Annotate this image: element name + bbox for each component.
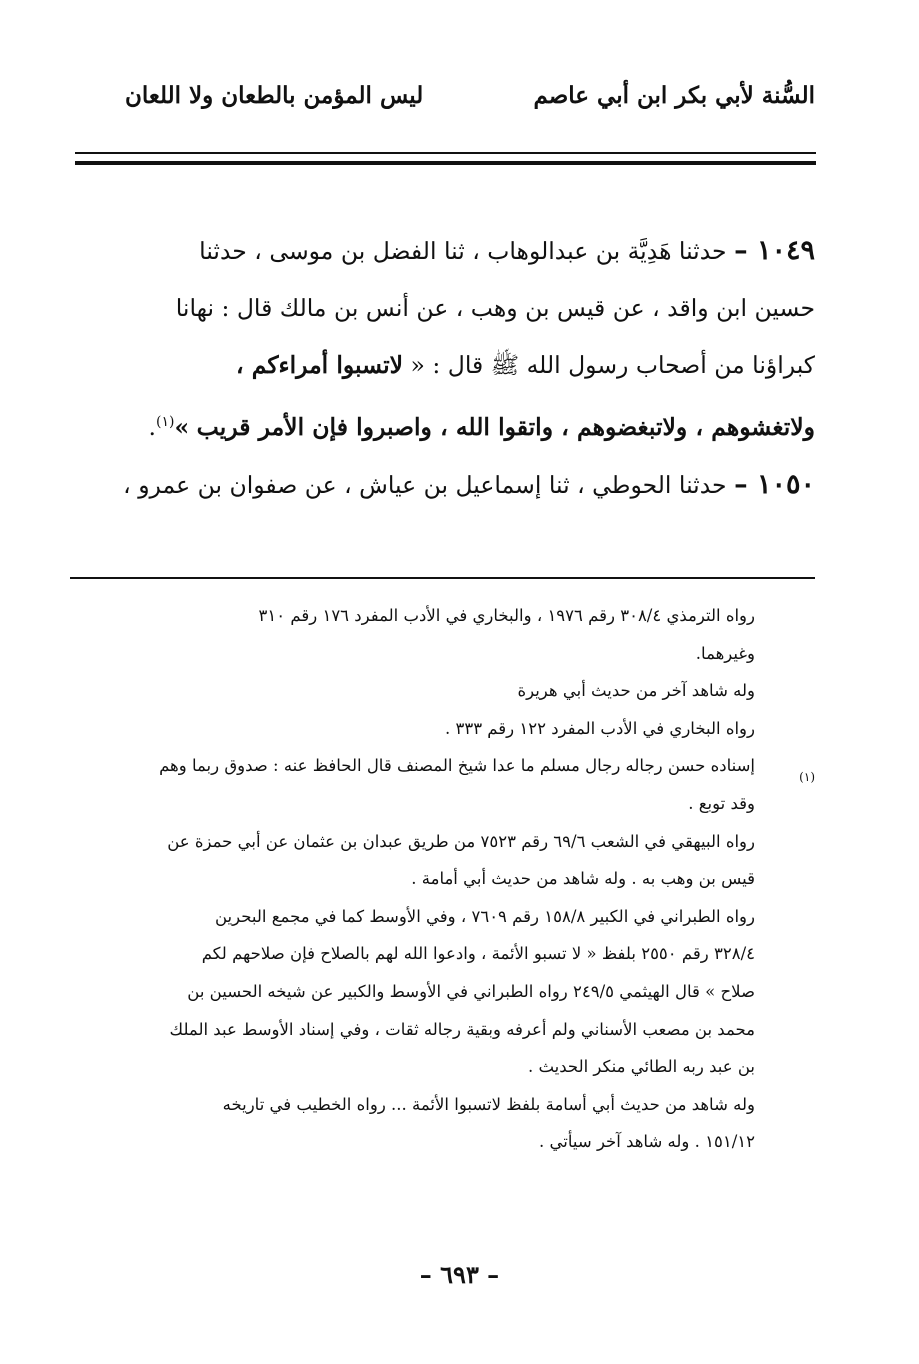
hadith-1049-line-1 (70, 222, 815, 280)
footnote-line: وله شاهد آخر من حديث أبي هريرة (517, 681, 755, 701)
footnote-line: رواه البيهقي في الشعب ٦٩/٦ رقم ٧٥٢٣ من طريق عبدان بن عثمان عن أبي حمزة عن (167, 831, 755, 851)
footnote-line: إسناده حسن رجاله رجال مسلم ما عدا شيخ المصنف قال الحافظ عنه : صدوق ربما وهم (159, 756, 755, 776)
hadith-number: ١٠٤٩ – (734, 235, 815, 266)
book-title: السُّنة لأبي بكر ابن أبي عاصم (533, 82, 815, 109)
hadith-1049-line-4 (70, 394, 815, 456)
page-number: – ٦٩٣ – (419, 1260, 500, 1289)
header-rule-thin (75, 152, 816, 154)
footnote-line: رواه البخاري في الأدب المفرد ١٢٢ رقم ٣٣٣ . (444, 718, 755, 738)
hadith-text: حدثنا هَدِيَّة بن عبدالوهاب ، ثنا الفضل بن موسى ، حدثنا (199, 237, 727, 265)
hadith-text: كبراؤنا من أصحاب رسول الله ﷺ قال : « (410, 351, 815, 379)
footnote-marker: (١) (799, 770, 815, 784)
footnote-ref[interactable]: (١) (155, 414, 175, 430)
footnote-line: ٣٢٨/٤ رقم ٢٥٥٠ بلفظ « لا تسبو الأئمة ، وادعوا الله لهم بالصلاح فإن صلاحهم لكم (201, 944, 755, 964)
footnotes (70, 597, 815, 1161)
hadith-number: ١٠٥٠ – (734, 468, 815, 500)
footnote-line: ١٥١/١٢ . وله شاهد آخر سيأتي . (539, 1132, 755, 1152)
header-rule-thick (75, 161, 816, 165)
hadith-quote: لاتسبوا أمراءكم ، (235, 351, 404, 379)
footnote-body (70, 597, 755, 1161)
footnote-line: محمد بن مصعب الأسناني ولم أعرفه وبقية رجاله ثقات ، وفي إسناد الأوسط عبد الملك (169, 1019, 755, 1039)
footnote-line: رواه الطبراني في الكبير ١٥٨/٨ رقم ٧٦٠٩ ، وفي الأوسط كما في مجمع البحرين (215, 906, 755, 926)
running-header (70, 82, 815, 126)
footnote-line: وقد توبع . (688, 793, 755, 813)
quote-close: » (174, 412, 190, 441)
hadith-text: حدثنا الحوطي ، ثنا إسماعيل بن عياش ، عن صفوان بن عمرو ، (123, 470, 727, 499)
hadith-quote: ولاتغشوهم ، ولاتبغضوهم ، واتقوا الله ، واصبروا فإن الأمر قريب (196, 412, 815, 441)
hadith-1049-line-2: حسين ابن واقد ، عن قيس بن وهب ، عن أنس بن مالك قال : نهانا (175, 294, 815, 322)
footnote-line: وغيرهما. (695, 643, 755, 663)
footnote-line: وله شاهد من حديث أبي أسامة بلفظ لاتسبوا الأئمة ... رواه الخطيب في تاريخه (222, 1094, 755, 1114)
footnote-line: صلاح » قال الهيثمي ٢٤٩/٥ رواه الطبراني في الأوسط والكبير عن شيخه الحسين بن (187, 981, 755, 1001)
hadith-1050-line-1 (70, 456, 815, 514)
sentence-end: . (148, 412, 156, 441)
hadith-1049-line-3 (70, 337, 815, 394)
chapter-title: ليس المؤمن بالطعان ولا اللعان (125, 82, 424, 109)
footnote-line: قيس بن وهب به . وله شاهد من حديث أبي أمامة . (411, 869, 755, 889)
footnote-line: بن عبد ربه الطائي منكر الحديث . (527, 1057, 755, 1077)
main-text (70, 222, 815, 514)
footnote-line: رواه الترمذي ٣٠٨/٤ رقم ١٩٧٦ ، والبخاري في الأدب المفرد ١٧٦ رقم ٣١٠ (258, 606, 755, 625)
footnote-rule (70, 577, 815, 579)
